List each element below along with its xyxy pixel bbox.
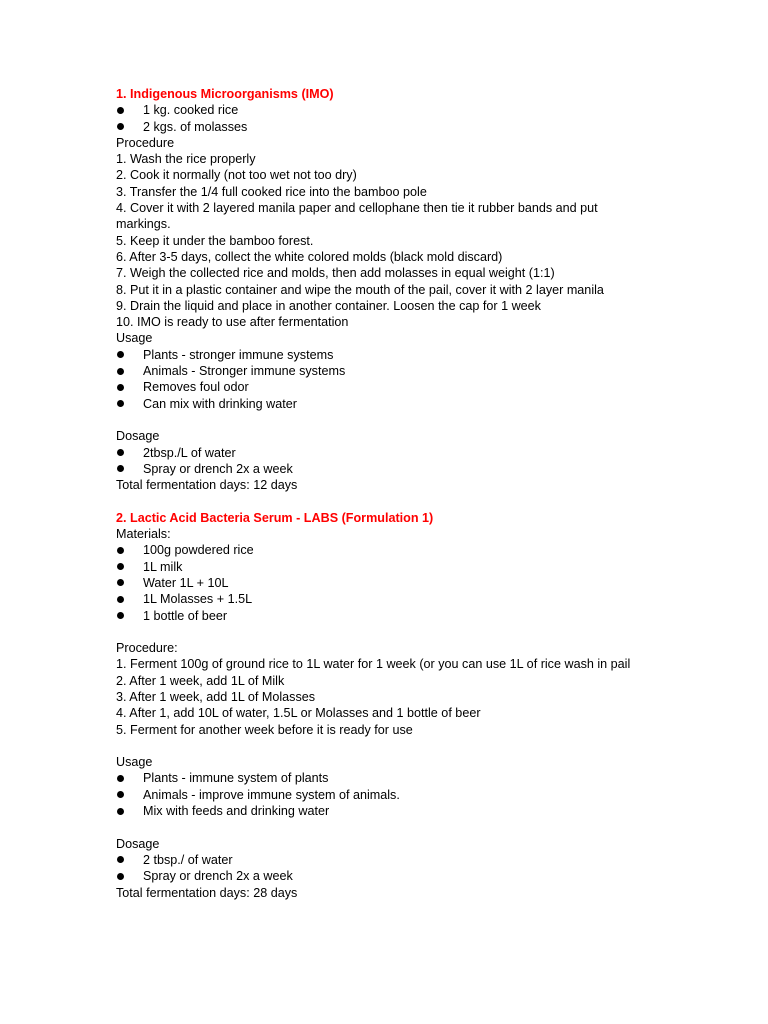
spacer <box>116 819 756 835</box>
list-item: 1L Molasses + 1.5L <box>116 591 756 607</box>
list-item: 100g powdered rice <box>116 542 756 558</box>
procedure-step: 1. Wash the rice properly <box>116 152 256 167</box>
list-item: Animals - Stronger immune systems <box>116 363 756 379</box>
list-item: Can mix with drinking water <box>116 396 756 412</box>
total-fermentation-days: Total fermentation days: 12 days <box>116 478 298 493</box>
procedure-list <box>116 151 756 330</box>
procedure-step: 7. Weigh the collected rice and molds, then add molasses in equal weight (1:1) <box>116 266 555 281</box>
list-item: 1 kg. cooked rice <box>116 102 756 118</box>
dosage-list <box>116 852 756 885</box>
procedure-step: 9. Drain the liquid and place in another container. Loosen the cap for 1 week <box>116 298 541 313</box>
procedure-list <box>116 656 756 737</box>
procedure-step: 1. Ferment 100g of ground rice to 1L water for 1 week (or you can use 1L of rice wash in pail <box>116 657 631 672</box>
list-item: Removes foul odor <box>116 379 756 395</box>
procedure-step: 2. Cook it normally (not too wet not too dry) <box>116 168 357 183</box>
dosage-heading: Dosage <box>116 836 160 851</box>
list-item: Spray or drench 2x a week <box>116 868 756 884</box>
total-fermentation-days: Total fermentation days: 28 days <box>116 885 298 900</box>
list-item: Mix with feeds and drinking water <box>116 803 756 819</box>
procedure-step: 3. Transfer the 1/4 full cooked rice into the bamboo pole <box>116 184 427 199</box>
procedure-step: 8. Put it in a plastic container and wipe the mouth of the pail, cover it with 2 layer manila <box>116 282 604 297</box>
document-page <box>116 86 756 901</box>
list-item: 2 tbsp./ of water <box>116 852 756 868</box>
procedure-step: 4. Cover it with 2 layered manila paper and cellophane then tie it rubber bands and put markings. <box>116 201 598 232</box>
procedure-heading: Procedure: <box>116 641 178 656</box>
section-title: 2. Lactic Acid Bacteria Serum - LABS (Formulation 1) <box>116 510 434 525</box>
usage-list <box>116 347 756 412</box>
section-imo <box>116 86 756 493</box>
spacer <box>116 412 756 428</box>
list-item: Spray or drench 2x a week <box>116 461 756 477</box>
procedure-step: 4. After 1, add 10L of water, 1.5L or Molasses and 1 bottle of beer <box>116 706 481 721</box>
list-item: Plants - stronger immune systems <box>116 347 756 363</box>
procedure-heading: Procedure <box>116 135 175 150</box>
procedure-step: 5. Ferment for another week before it is ready for use <box>116 722 413 737</box>
usage-heading: Usage <box>116 755 153 770</box>
usage-heading: Usage <box>116 331 153 346</box>
spacer <box>116 493 756 509</box>
procedure-step: 6. After 3-5 days, collect the white colored molds (black mold discard) <box>116 249 503 264</box>
usage-list <box>116 770 756 819</box>
dosage-list <box>116 445 756 478</box>
section-labs <box>116 510 756 901</box>
spacer <box>116 738 756 754</box>
procedure-step: 5. Keep it under the bamboo forest. <box>116 233 314 248</box>
materials-list <box>116 542 756 623</box>
spacer <box>116 624 756 640</box>
section-title: 1. Indigenous Microorganisms (IMO) <box>116 87 334 101</box>
list-item: 1 bottle of beer <box>116 608 756 624</box>
materials-heading: Materials: <box>116 527 171 542</box>
dosage-heading: Dosage <box>116 429 160 444</box>
list-item: 1L milk <box>116 559 756 575</box>
procedure-step: 10. IMO is ready to use after fermentation <box>116 315 349 330</box>
list-item: Plants - immune system of plants <box>116 770 756 786</box>
list-item: 2 kgs. of molasses <box>116 119 756 135</box>
procedure-step: 2. After 1 week, add 1L of Milk <box>116 673 285 688</box>
procedure-step: 3. After 1 week, add 1L of Molasses <box>116 689 316 704</box>
list-item: Animals - improve immune system of animals. <box>116 787 756 803</box>
ingredient-list <box>116 102 756 135</box>
list-item: 2tbsp./L of water <box>116 445 756 461</box>
list-item: Water 1L + 10L <box>116 575 756 591</box>
